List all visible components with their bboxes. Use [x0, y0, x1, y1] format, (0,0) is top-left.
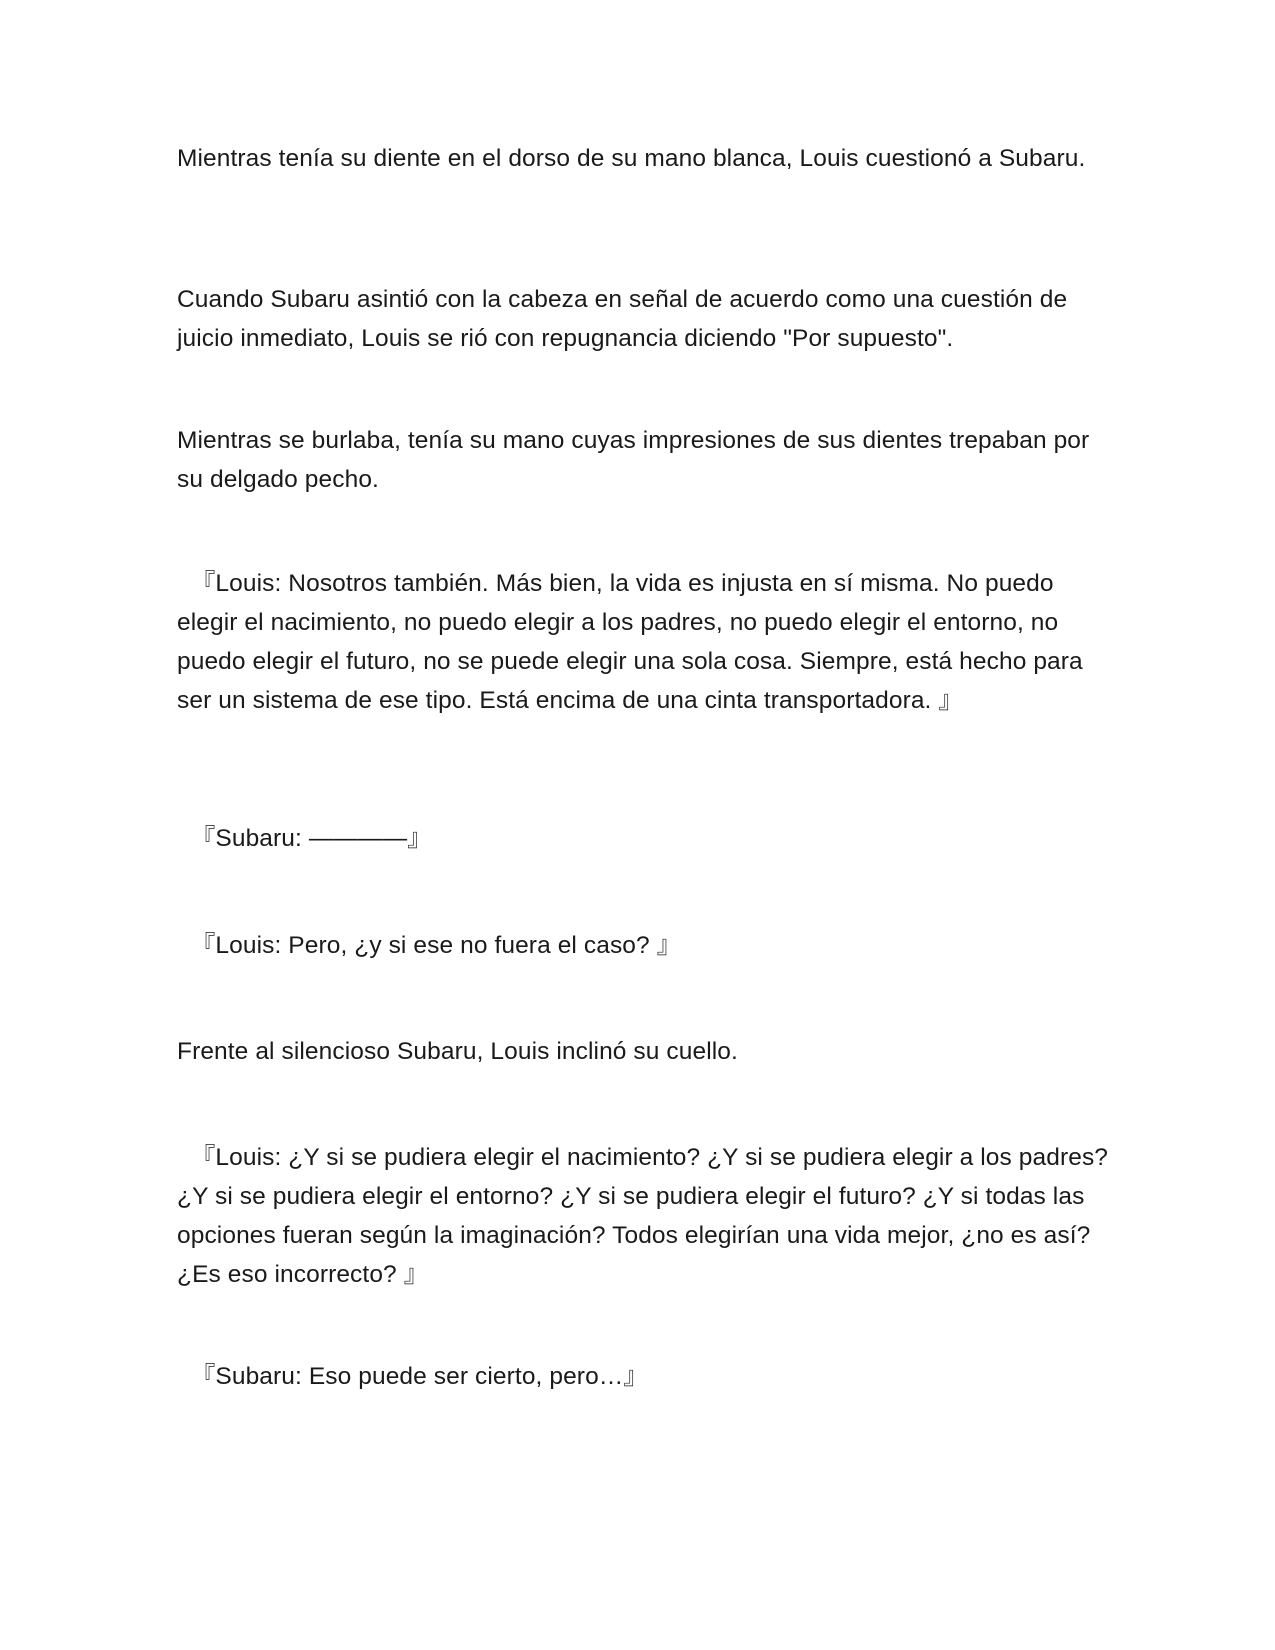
paragraph-4-louis-dialogue: 『Louis: Nosotros también. Más bien, la vida es injusta en sí misma. No puedo elegir el nacimiento, no puedo elegir a los padres, no puedo elegir el entorno, no puedo elegir el futuro, no se puede elegir una sola cosa. Siempre, está hecho para ser un sistema de ese tipo. Está encima de una cinta transportadora. 』	[177, 570, 1090, 714]
paragraph-7: Frente al silencioso Subaru, Louis inclinó su cuello.	[177, 1038, 738, 1065]
paragraph-1: Mientras tenía su diente en el dorso de su mano blanca, Louis cuestionó a Subaru.	[177, 145, 1086, 172]
paragraph-5-subaru-dialogue: 『Subaru: ————』	[177, 825, 432, 852]
paragraph-6-louis-dialogue: 『Louis: Pero, ¿y si ese no fuera el caso? 』	[177, 932, 682, 959]
paragraph-8-louis-dialogue: 『Louis: ¿Y si se pudiera elegir el nacimiento? ¿Y si se pudiera elegir a los padres? ¿Y si se pudiera elegir el entorno? ¿Y si se pudiera elegir el futuro? ¿Y si todas las opciones fueran según la imaginación? Todos elegirían una vida mejor, ¿no es así? ¿Es eso incorrecto? 』	[177, 1144, 1115, 1288]
paragraph-2: Cuando Subaru asintió con la cabeza en señal de acuerdo como una cuestión de juicio inmediato, Louis se rió con repugnancia diciendo "Por supuesto".	[177, 286, 1068, 352]
paragraph-3: Mientras se burlaba, tenía su mano cuyas impresiones de sus dientes trepaban por su delgado pecho.	[177, 427, 1090, 493]
paragraph-9-subaru-dialogue: 『Subaru: Eso puede ser cierto, pero…』	[177, 1363, 648, 1390]
